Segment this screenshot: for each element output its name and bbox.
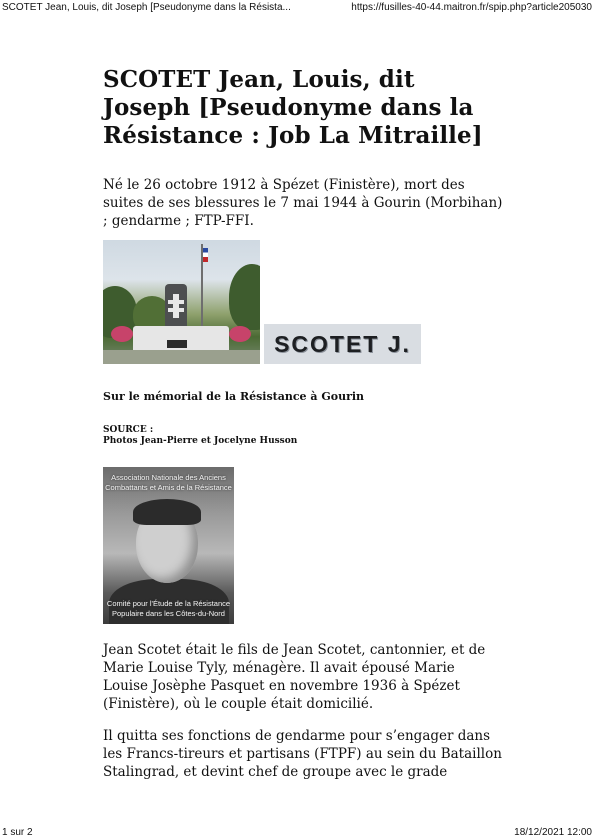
print-header-title: SCOTET Jean, Louis, dit Joseph [Pseudonyme dans la Résista... [2,2,291,13]
portrait-overlay-bottom: Comité pour l'Étude de la Résistance Populaire dans les Côtes-du-Nord [106,599,231,618]
name-plaque-photo [264,324,421,364]
article-lead: Né le 26 octobre 1912 à Spézet (Finistère), mort des suites de ses blessures le 7 mai 1944 à Gourin (Morbihan) ; gendarme ; FTP-FFI. [103,177,503,229]
print-header-url[interactable]: https://fusilles-40-44.maitron.fr/spip.php?article205030 [351,2,592,13]
photo-row [103,240,503,364]
body-paragraph: Il quitta ses fonctions de gendarme pour s’engager dans les Francs-tireurs et partisans (FTPF) au sein du Bataillon Stalingrad, et devint chef de groupe avec le grade [103,728,502,780]
print-header [2,2,592,13]
print-footer [2,827,592,838]
memorial-photo [103,240,260,364]
source-text: Photos Jean-Pierre et Jocelyne Husson [103,436,298,446]
source-block [103,425,503,447]
page-counter: 1 sur 2 [2,827,33,838]
print-timestamp: 18/12/2021 12:00 [514,827,592,838]
portrait-photo [103,467,234,624]
article [103,66,503,781]
plaque-text: SCOTET J. [274,330,411,357]
photo-caption: Sur le mémorial de la Résistance à Gourin [103,390,365,403]
body-paragraph: Jean Scotet était le fils de Jean Scotet, cantonnier, et de Marie Louise Tyly, ménagère. Il avait épousé Marie Louise Josèphe Pasquet en novembre 1936 à Spézet (Finistère), où le couple était domicilié. [103,642,486,712]
article-title: SCOTET Jean, Louis, dit Joseph [Pseudonyme dans la Résistance : Job La Mitraille] [103,66,483,149]
portrait-overlay-top: Association Nationale des Anciens Combattants et Amis de la Résistance [105,473,232,492]
source-label: SOURCE : [103,425,154,435]
